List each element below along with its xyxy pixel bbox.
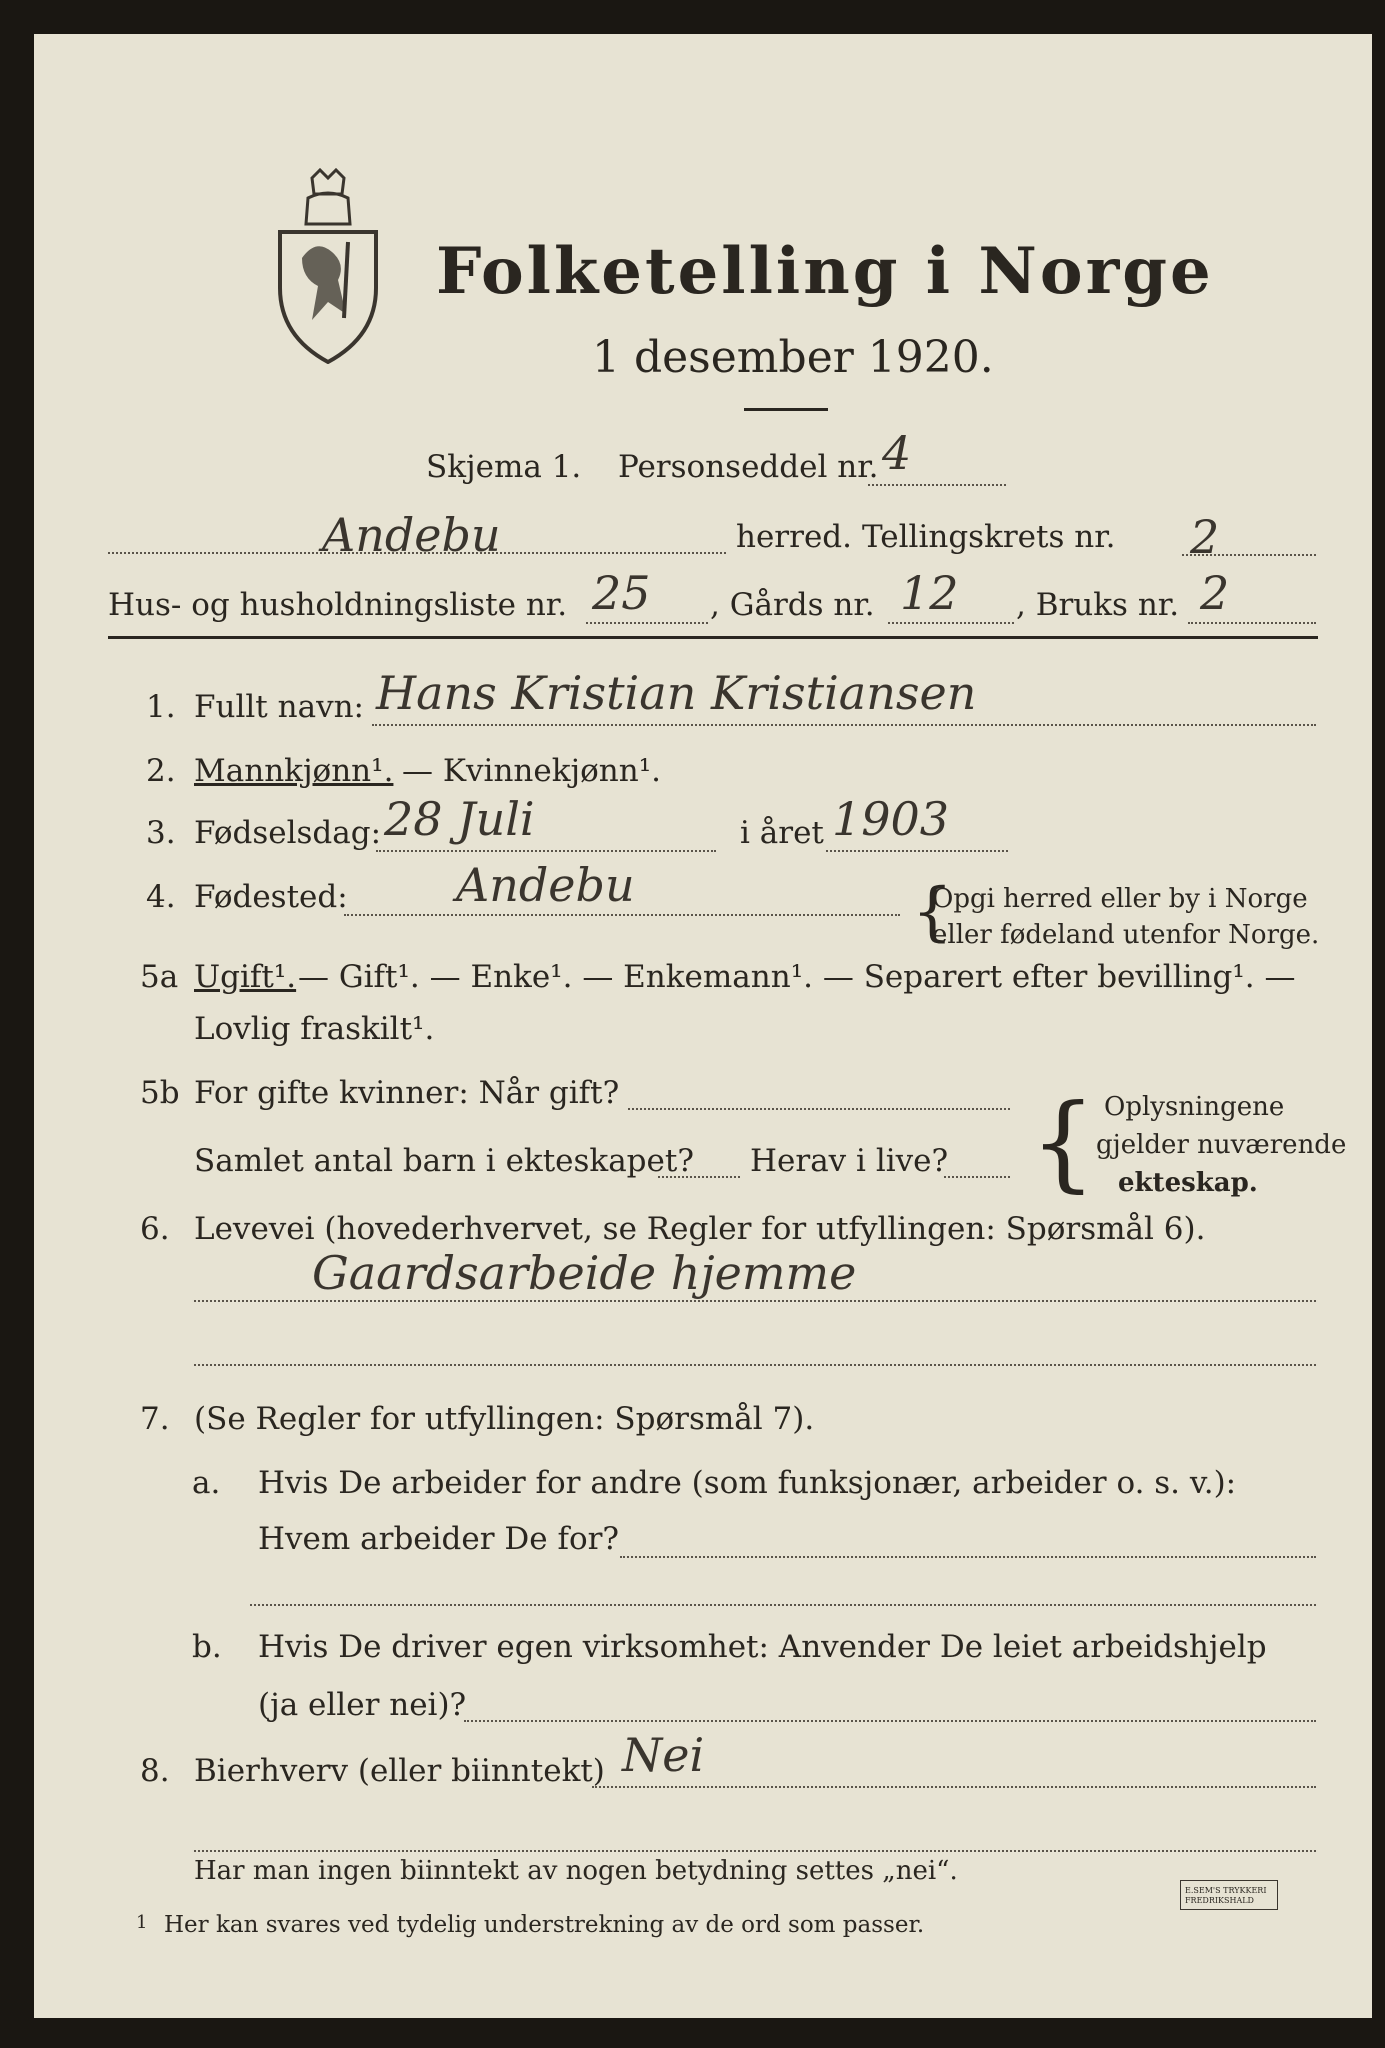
q5b-children-line <box>658 1176 740 1178</box>
form-title: Folketelling i Norge <box>436 234 1214 309</box>
q5a-fraskilt-option: Lovlig fraskilt¹. <box>194 1011 435 1047</box>
q5b-alive-label: Herav i live? <box>750 1143 949 1179</box>
q3-year-label: i året <box>740 815 824 851</box>
gards-value: 12 <box>900 566 959 620</box>
q5b-children-label: Samlet antal barn i ekteskapet? <box>194 1143 694 1179</box>
title-divider <box>744 408 828 411</box>
q8-number: 8. <box>140 1753 170 1789</box>
q7-number: 7. <box>140 1401 170 1437</box>
q7-label: (Se Regler for utfyllingen: Spørsmål 7). <box>194 1401 815 1437</box>
q6-line1 <box>194 1300 1316 1302</box>
personseddel-line <box>868 484 1006 486</box>
q4-note-brace: { <box>912 875 953 949</box>
personseddel-value: 4 <box>882 426 912 480</box>
q5b-note-brace: { <box>1030 1081 1097 1203</box>
q2-male-option: Mannkjønn¹. <box>194 753 394 789</box>
q5b-when-married: For gifte kvinner: Når gift? <box>194 1075 620 1111</box>
q6-occupation-value: Gaardsarbeide hjemme <box>312 1246 857 1300</box>
q5b-number: 5b <box>140 1075 180 1111</box>
q7b-letter: b. <box>192 1629 222 1665</box>
tellingskrets-label: Tellingskrets nr. <box>862 519 1116 555</box>
q3-label: Fødselsdag: <box>194 815 382 851</box>
q7a-letter: a. <box>192 1465 221 1501</box>
q5b-note-line1: Oplysningene <box>1104 1092 1285 1122</box>
q1-label: Fullt navn: <box>194 689 364 725</box>
herred-value: Andebu <box>322 508 501 562</box>
gards-line <box>888 622 1014 624</box>
footnote-text: Her kan svares ved tydelig understrekning av de ord som passer. <box>164 1912 925 1938</box>
q1-number: 1. <box>146 689 176 725</box>
q2-female-option: — Kvinnekjønn¹. <box>402 753 661 789</box>
header-divider <box>108 636 1318 639</box>
q1-line <box>372 724 1316 726</box>
bruks-label: , Bruks nr. <box>1016 587 1180 623</box>
q8-extra-line <box>194 1850 1316 1852</box>
nei-instruction: Har man ingen biinntekt av nogen betydning settes „nei“. <box>194 1856 958 1886</box>
norwegian-coat-of-arms-icon <box>272 168 384 364</box>
q3-birthday-value: 28 Juli <box>384 792 535 846</box>
q4-birthplace-value: Andebu <box>456 858 635 912</box>
q7b-line2: (ja eller nei)? <box>258 1687 467 1723</box>
q7b-line1: Hvis De driver egen virksomhet: Anvender De leiet arbeidshjelp <box>258 1629 1267 1665</box>
husholdningsliste-value: 25 <box>592 566 651 620</box>
footnote-mark: 1 <box>136 1912 148 1933</box>
q7a-line1: Hvis De arbeider for andre (som funksjonær, arbeider o. s. v.): <box>258 1465 1237 1501</box>
husholdningsliste-line <box>586 622 708 624</box>
q7a-extra-line <box>250 1604 1316 1606</box>
q8-line <box>592 1786 1316 1788</box>
q5b-when-married-line <box>628 1108 1010 1110</box>
printer-stamp-line1: E.SEM'S TRYKKERI <box>1185 1886 1267 1895</box>
q4-note-line1: Opgi herred eller by i Norge <box>932 884 1308 914</box>
q4-line <box>344 914 900 916</box>
husholdningsliste-label: Hus- og husholdningsliste nr. <box>108 587 568 623</box>
tellingskrets-value: 2 <box>1190 510 1220 564</box>
q3-number: 3. <box>146 815 176 851</box>
q5a-number: 5a <box>140 959 179 995</box>
herred-label: herred. <box>736 519 852 555</box>
q5b-alive-line <box>944 1176 1010 1178</box>
q4-number: 4. <box>146 879 176 915</box>
q6-number: 6. <box>140 1211 170 1247</box>
q7a-employer-line <box>620 1556 1316 1558</box>
printer-stamp-line2: FREDRIKSHALD <box>1185 1896 1254 1905</box>
q5a-other-options: — Gift¹. — Enke¹. — Enkemann¹. — Separert efter bevilling¹. — <box>298 959 1296 995</box>
q2-number: 2. <box>146 753 176 789</box>
q8-side-income-value: Nei <box>622 1728 705 1782</box>
q7b-answer-line <box>464 1720 1316 1722</box>
q6-label: Levevei (hovederhvervet, se Regler for utfyllingen: Spørsmål 6). <box>194 1211 1206 1247</box>
bruks-line <box>1188 622 1316 624</box>
q4-note-line2: eller fødeland utenfor Norge. <box>932 920 1320 950</box>
q3-year-line <box>826 850 1008 852</box>
q5b-note-line2: gjelder nuværende <box>1096 1130 1347 1160</box>
gards-label: , Gårds nr. <box>710 587 875 623</box>
q3-year-value: 1903 <box>832 792 950 846</box>
q1-full-name-value: Hans Kristian Kristiansen <box>376 666 977 720</box>
census-date: 1 desember 1920. <box>592 332 994 383</box>
q5a-ugift-option: Ugift¹. <box>194 959 297 995</box>
q4-label: Fødested: <box>194 879 348 915</box>
q8-label: Bierhverv (eller biinntekt) <box>194 1753 605 1789</box>
printer-stamp <box>1180 1880 1278 1910</box>
q5b-note-line3: ekteskap. <box>1118 1168 1258 1198</box>
q7a-line2: Hvem arbeider De for? <box>258 1521 620 1557</box>
q6-line2 <box>194 1364 1316 1366</box>
bruks-value: 2 <box>1200 566 1230 620</box>
schema-label: Skjema 1. <box>426 449 582 485</box>
q3-day-line <box>376 850 716 852</box>
personseddel-label: Personseddel nr. <box>618 449 879 485</box>
